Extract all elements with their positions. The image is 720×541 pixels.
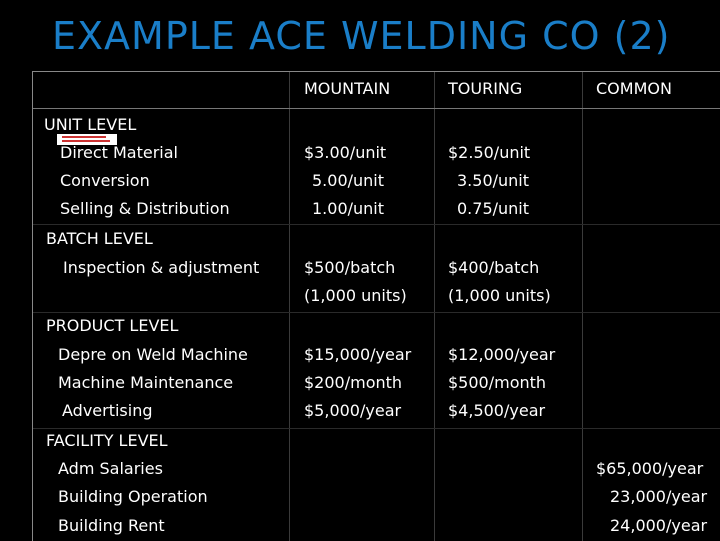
row-label: Machine Maintenance [58, 373, 234, 392]
row-label: Inspection & adjustment [63, 258, 260, 277]
slide-title: EXAMPLE ACE WELDING CO (2) [52, 14, 671, 58]
row-divider [33, 312, 720, 313]
mountain-value: 5.00/unit [312, 171, 385, 190]
row-label: Adm Salaries [58, 459, 163, 478]
section-label-unit: UNIT LEVEL [44, 115, 137, 134]
common-value: 23,000/year [610, 487, 708, 506]
section-label-product: PRODUCT LEVEL [46, 316, 179, 335]
touring-value: 3.50/unit [457, 171, 530, 190]
touring-value: $12,000/year [448, 345, 556, 364]
column-header-mountain: MOUNTAIN [304, 79, 391, 98]
touring-value: $2.50/unit [448, 143, 531, 162]
column-header-common: COMMON [596, 79, 672, 98]
column-divider [289, 72, 290, 541]
row-divider [33, 428, 720, 429]
row-label: Building Operation [58, 487, 208, 506]
row-divider [33, 224, 720, 225]
mountain-value: $3.00/unit [304, 143, 387, 162]
touring-value: $400/batch [448, 258, 540, 277]
row-label: Selling & Distribution [60, 199, 230, 218]
touring-value: 0.75/unit [457, 199, 530, 218]
common-value: $65,000/year [596, 459, 704, 478]
mountain-value: $5,000/year [304, 401, 402, 420]
section-label-batch: BATCH LEVEL [46, 229, 153, 248]
mountain-value: $500/batch [304, 258, 396, 277]
touring-value-units: (1,000 units) [448, 286, 551, 305]
mountain-value: 1.00/unit [312, 199, 385, 218]
column-header-touring: TOURING [448, 79, 523, 98]
row-label: Building Rent [58, 516, 165, 535]
row-divider [33, 108, 720, 109]
common-value: 24,000/year [610, 516, 708, 535]
mountain-value: $15,000/year [304, 345, 412, 364]
row-label: Conversion [60, 171, 150, 190]
section-label-facility: FACILITY LEVEL [46, 431, 168, 450]
mountain-value-units: (1,000 units) [304, 286, 407, 305]
row-label: Advertising [62, 401, 153, 420]
column-divider [434, 72, 435, 541]
touring-value: $4,500/year [448, 401, 546, 420]
row-label: Direct Material [60, 143, 178, 162]
touring-value: $500/month [448, 373, 547, 392]
column-divider [582, 72, 583, 541]
mountain-value: $200/month [304, 373, 403, 392]
row-label: Depre on Weld Machine [58, 345, 248, 364]
